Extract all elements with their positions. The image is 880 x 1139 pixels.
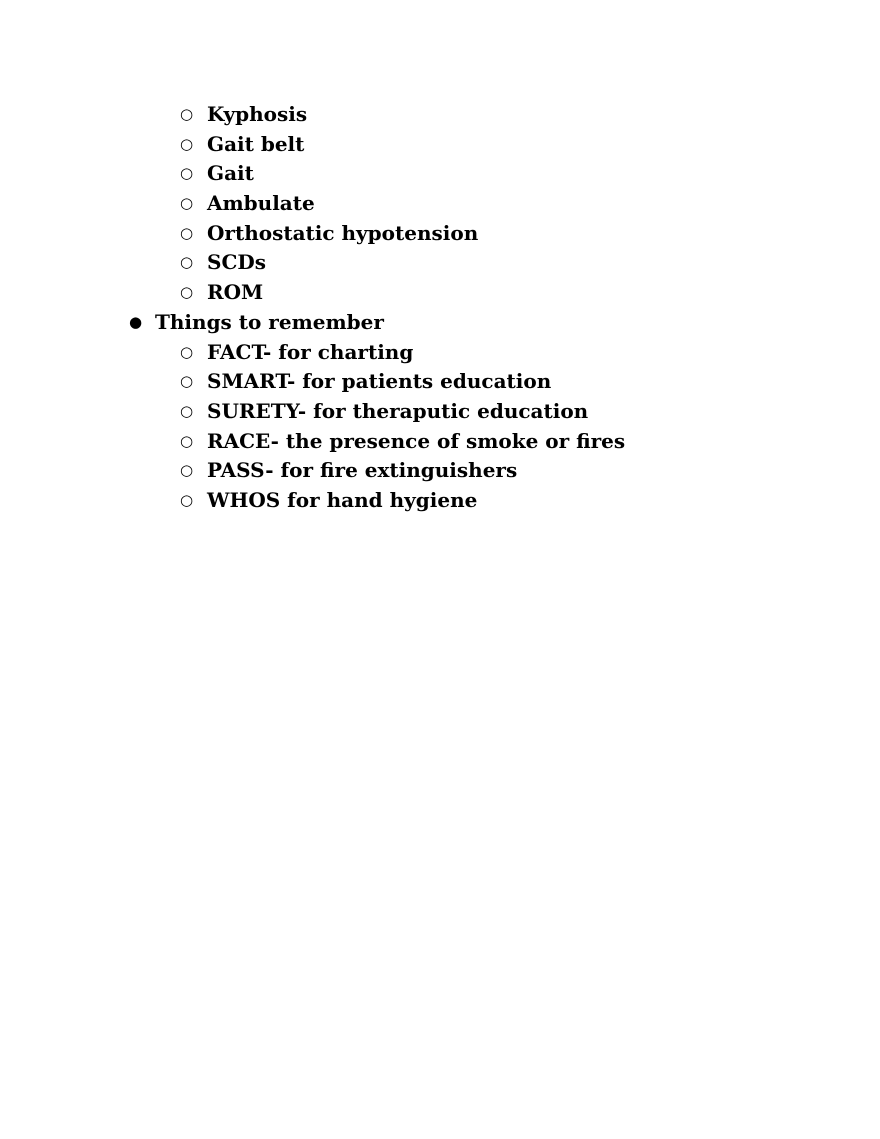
hollow-circle-bullet-icon: ○ — [180, 431, 194, 450]
list-item — [0, 100, 880, 130]
hollow-circle-bullet-icon: ○ — [180, 342, 194, 361]
list-item — [0, 486, 880, 516]
list-item-text: SCDs — [207, 250, 266, 275]
filled-circle-bullet-icon: ● — [129, 312, 143, 331]
hollow-circle-bullet-icon: ○ — [180, 283, 194, 302]
list-item-text: Kyphosis — [207, 102, 308, 126]
list-item — [0, 219, 880, 249]
hollow-circle-bullet-icon: ○ — [180, 461, 194, 480]
list-item-text: WHOS for hand hygiene — [207, 487, 478, 512]
list-item-text: Gait — [207, 161, 254, 186]
hollow-circle-bullet-icon: ○ — [180, 223, 194, 242]
list-item-text: SURETY- for theraputic education — [207, 398, 589, 423]
list-item-text: SMART- for patients education — [207, 369, 552, 394]
list-item — [0, 278, 880, 308]
list-item — [0, 130, 880, 160]
list-item — [0, 159, 880, 189]
hollow-circle-bullet-icon: ○ — [180, 490, 194, 509]
list-item — [0, 367, 880, 397]
hollow-circle-bullet-icon: ○ — [180, 105, 194, 123]
list-item-text: PASS- for fire extinguishers — [207, 458, 518, 483]
list-item-text: ROM — [207, 280, 264, 305]
list-item — [0, 456, 880, 486]
hollow-circle-bullet-icon: ○ — [180, 194, 194, 213]
list-item-text: FACT- for charting — [207, 339, 414, 364]
hollow-circle-bullet-icon: ○ — [180, 253, 194, 272]
list-item — [0, 248, 880, 278]
hollow-circle-bullet-icon: ○ — [180, 164, 194, 183]
section-heading: Things to remember — [155, 309, 384, 334]
list-item — [0, 189, 880, 219]
list-item — [0, 338, 880, 368]
section-heading-item — [0, 308, 880, 338]
hollow-circle-bullet-icon: ○ — [180, 401, 194, 420]
list-item-text: Orthostatic hypotension — [207, 220, 479, 245]
document-content — [0, 100, 880, 516]
list-item-text: RACE- the presence of smoke or fires — [207, 428, 626, 453]
list-item-text: Ambulate — [207, 191, 315, 216]
list-item — [0, 397, 880, 427]
hollow-circle-bullet-icon: ○ — [180, 134, 194, 153]
list-item-text: Gait belt — [207, 131, 305, 156]
hollow-circle-bullet-icon: ○ — [180, 372, 194, 391]
list-item — [0, 427, 880, 457]
